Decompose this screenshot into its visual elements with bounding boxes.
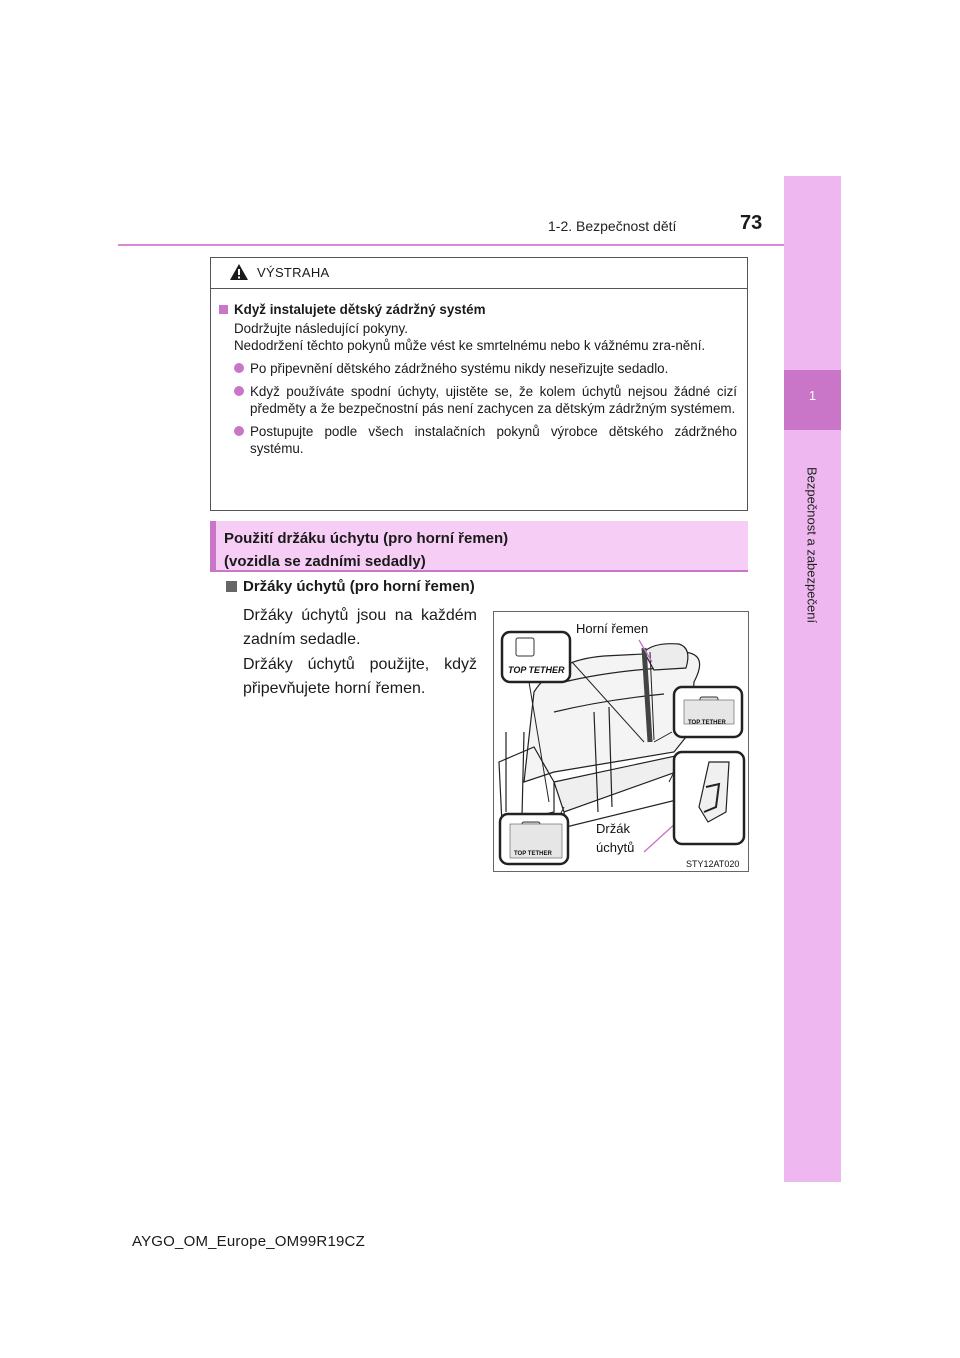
figure-label-top-strap: Horní řemen: [576, 621, 649, 636]
warning-bullet: [219, 423, 737, 457]
footer-document-code: AYGO_OM_Europe_OM99R19CZ: [132, 1233, 365, 1250]
subsection-heading-text: Držáky úchytů (pro horní řemen): [243, 578, 475, 595]
section-heading-underline: [210, 570, 748, 572]
section-heading: [224, 527, 508, 573]
paragraph-1: Držáky úchytů jsou na každém zadním sedadle.: [243, 607, 477, 648]
warning-bullet: [219, 360, 737, 377]
chapter-number: 1: [808, 388, 817, 403]
circle-bullet-icon: [234, 363, 244, 373]
section-heading-line-1: Použití držáku úchytu (pro horní řemen): [224, 530, 509, 547]
section-heading-box: [210, 521, 748, 570]
warning-box: [210, 257, 748, 511]
tag-label-right: TOP TETHER: [688, 720, 726, 726]
section-label: 1-2. Bezpečnost dětí: [548, 218, 677, 234]
warning-bullet-text: Postupujte podle všech instalačních pokynů výrobce dětského zádržného systému.: [250, 424, 737, 456]
page-number: 73: [740, 212, 763, 234]
square-bullet-icon: [219, 305, 228, 314]
section-heading-line-2: (vozidla se zadními sedadly): [224, 553, 426, 570]
figure-label-anchor-line-1: Držák: [596, 821, 630, 836]
chapter-title: Bezpečnost a zabezpečení: [804, 466, 820, 624]
tag-label-bottom-left: TOP TETHER: [514, 851, 552, 857]
figure-label-anchor-line-2: úchytů: [596, 840, 635, 855]
tether-anchor-illustration: [493, 611, 749, 872]
warning-title: VÝSTRAHA: [257, 265, 330, 280]
warning-bullet-text: Když používáte spodní úchyty, ujistěte se, že kolem úchytů nejsou žádné cizí předměty a že bezpečnostní pás není zachycen za dětským zádržným systémem.: [250, 384, 737, 416]
warning-intro-2: Nedodržení těchto pokynů může vést ke smrtelnému nebo k vážnému zra-nění.: [234, 338, 706, 353]
warning-body: [211, 289, 747, 457]
warning-bullet: [219, 383, 737, 417]
warning-bullet-text: Po připevnění dětského zádržného systému nikdy neseřizujte sedadlo.: [250, 361, 669, 376]
tag-label-top-left: TOP TETHER: [508, 665, 565, 675]
warning-subheading: [219, 301, 737, 318]
square-bullet-icon: [226, 581, 237, 592]
circle-bullet-icon: [234, 386, 244, 396]
header-rule: [118, 244, 784, 246]
warning-intro-1: Dodržujte následující pokyny.: [234, 321, 408, 336]
subsection-heading: [226, 578, 475, 595]
section-heading-bar: [210, 521, 216, 570]
circle-bullet-icon: [234, 426, 244, 436]
side-tab-strip: [784, 176, 841, 1182]
figure-code: STY12AT020: [686, 859, 740, 869]
warning-header: [211, 258, 747, 289]
warning-triangle-icon: [229, 263, 249, 281]
paragraph-2: Držáky úchytů použijte, když připevňujete horní řemen.: [243, 656, 477, 697]
warning-subheading-text: Když instalujete dětský zádržný systém: [234, 302, 486, 317]
